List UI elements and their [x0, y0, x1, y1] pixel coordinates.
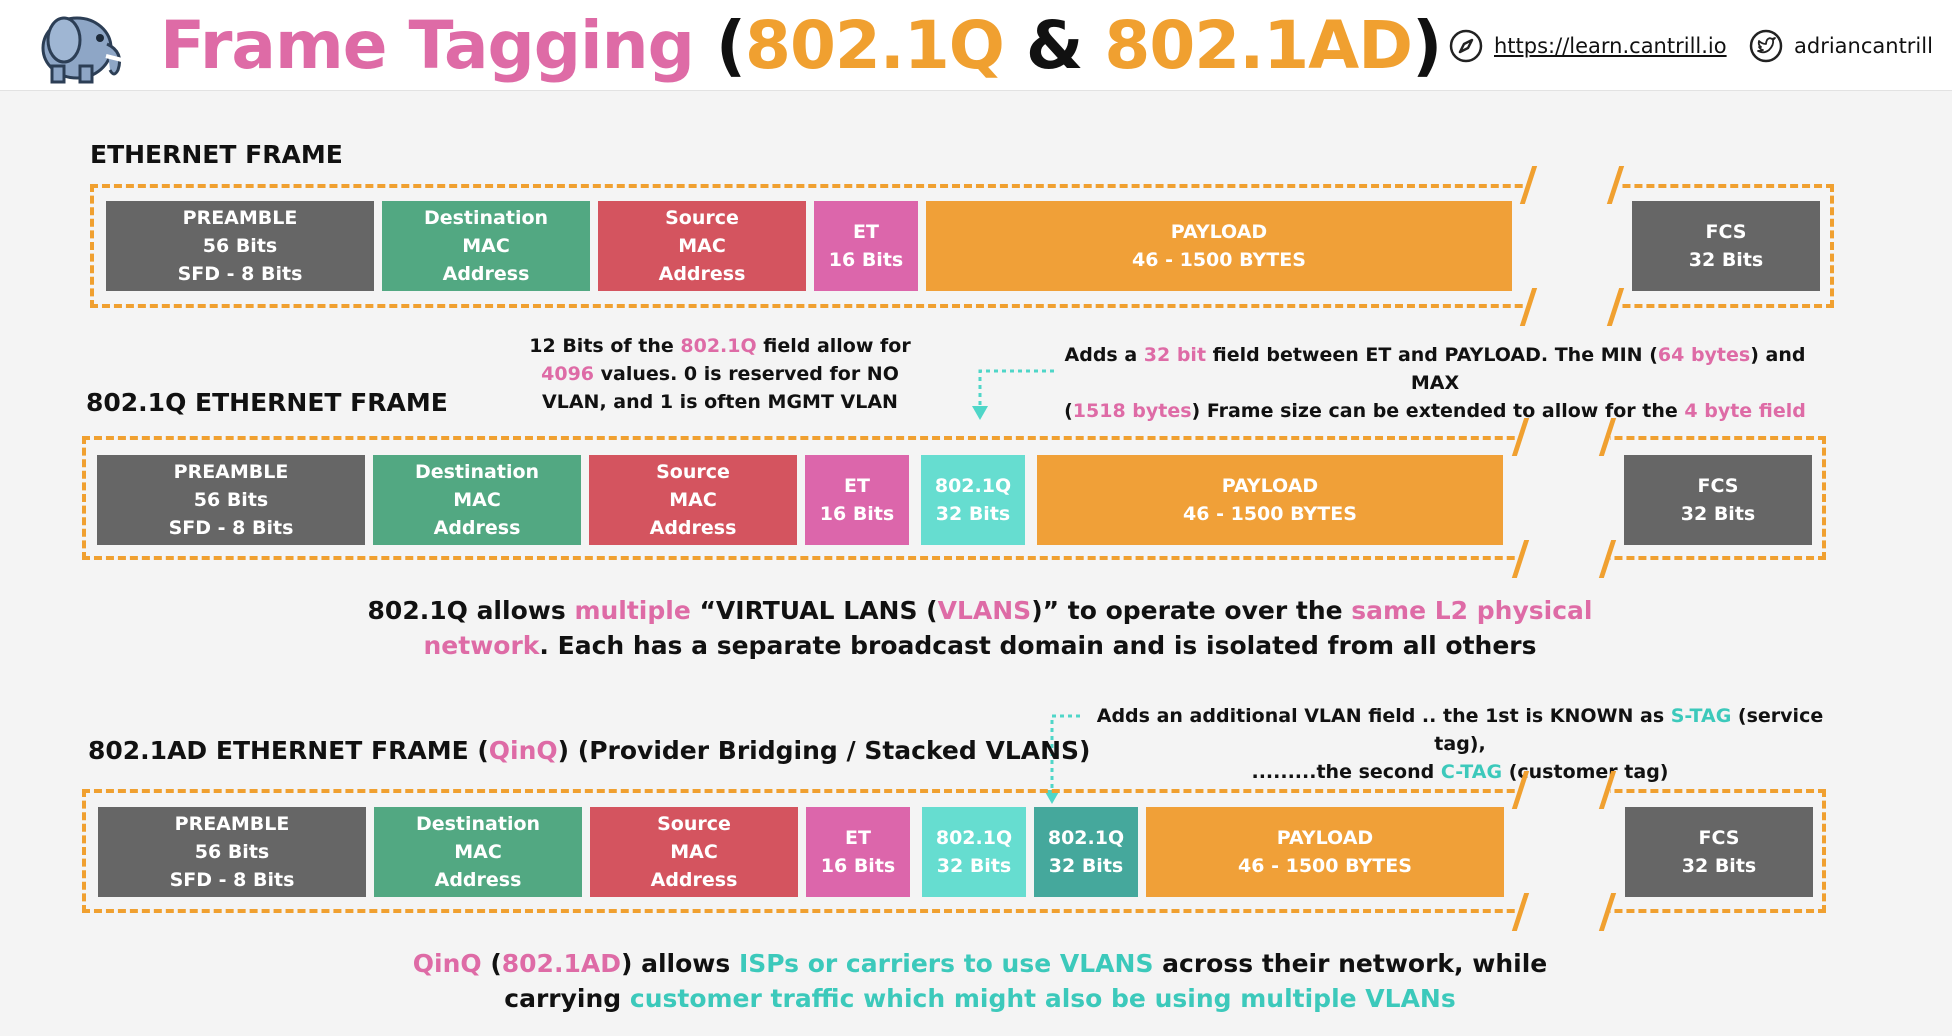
frame2-label: 802.1Q ETHERNET FRAME: [86, 388, 448, 417]
frame1-source-mac-field: Source MAC Address: [598, 201, 806, 291]
elephant-logo-icon: [22, 4, 132, 84]
frame1-label: ETHERNET FRAME: [90, 140, 343, 169]
frame3-ctag-field: 802.1Q 32 Bits: [1034, 807, 1138, 897]
frame1-preamble-field: PREAMBLE 56 Bits SFD - 8 Bits: [106, 201, 374, 291]
frame3-label: 802.1AD ETHERNET FRAME (QinQ) (Provider Bridging / Stacked VLANS): [88, 736, 1091, 765]
tag-pointer-arrow: [968, 362, 1058, 424]
page-title: [160, 6, 1441, 86]
frame2-dest-mac-field: Destination MAC Address: [373, 455, 581, 545]
frame2-payload-field: PAYLOAD 46 - 1500 BYTES: [1037, 455, 1503, 545]
frame1-dest-mac-field: Destination MAC Address: [382, 201, 590, 291]
title-8021ad: 802.1AD: [1104, 7, 1413, 84]
frame2-source-mac-field: Source MAC Address: [589, 455, 797, 545]
twitter-link[interactable]: [1748, 28, 1933, 64]
title-paren-close: ): [1412, 7, 1442, 84]
title-main: Frame Tagging: [160, 7, 694, 84]
frame3-dest-mac-field: Destination MAC Address: [374, 807, 582, 897]
frame1-fcs-field: FCS 32 Bits: [1632, 201, 1820, 291]
frame2-preamble-field: PREAMBLE 56 Bits SFD - 8 Bits: [97, 455, 365, 545]
tag-size-note: Adds a 32 bit field between ET and PAYLOAD. The MIN (64 bytes) and MAX (1518 bytes) Frame size can be extended to allow for the 4 byte field: [1064, 344, 1806, 422]
frame3-source-mac-field: Source MAC Address: [590, 807, 798, 897]
frame1-gap: [1525, 180, 1619, 312]
title-8021q: 802.1Q: [745, 7, 1004, 84]
header-bar: [0, 0, 1952, 91]
frame2-gap: [1516, 432, 1610, 564]
title-ampersand: &: [1025, 7, 1083, 84]
frame2-fcs-field: FCS 32 Bits: [1624, 455, 1812, 545]
twitter-handle[interactable]: adriancantrill: [1794, 34, 1933, 58]
frame3-gap: [1516, 785, 1610, 917]
twitter-icon: [1748, 28, 1784, 64]
website-link[interactable]: [1448, 28, 1727, 64]
vlan-description: 802.1Q allows multiple “VIRTUAL LANS (VLANS)” to operate over the same L2 physical network. Each has a separate broadcast domain and is isolated from all others: [367, 596, 1593, 660]
frame2-8021q-tag-field: 802.1Q 32 Bits: [921, 455, 1025, 545]
frame3-et-field: ET 16 Bits: [806, 807, 910, 897]
frame3-preamble-field: PREAMBLE 56 Bits SFD - 8 Bits: [98, 807, 366, 897]
website-url[interactable]: https://learn.cantrill.io: [1494, 34, 1727, 58]
frame3-payload-field: PAYLOAD 46 - 1500 BYTES: [1146, 807, 1504, 897]
frame3-stag-field: 802.1Q 32 Bits: [922, 807, 1026, 897]
frame3-fcs-field: FCS 32 Bits: [1625, 807, 1813, 897]
title-paren-open: (: [715, 7, 746, 84]
qinq-description: QinQ (802.1AD) allows ISPs or carriers to use VLANS across their network, while carrying customer traffic which might also be using multiple VLANs: [412, 949, 1548, 1013]
frame1-et-field: ET 16 Bits: [814, 201, 918, 291]
frame2-et-field: ET 16 Bits: [805, 455, 909, 545]
frame1-payload-field: PAYLOAD 46 - 1500 BYTES: [926, 201, 1512, 291]
stag-note: Adds an additional VLAN field .. the 1st is KNOWN as S-TAG (service tag), .........the second C-TAG (customer tag): [1096, 705, 1824, 783]
vlan-bits-note: 12 Bits of the 802.1Q field allow for 4096 values. 0 is reserved for NO VLAN, and 1 is often MGMT VLAN: [529, 335, 911, 413]
compass-icon: [1448, 28, 1484, 64]
